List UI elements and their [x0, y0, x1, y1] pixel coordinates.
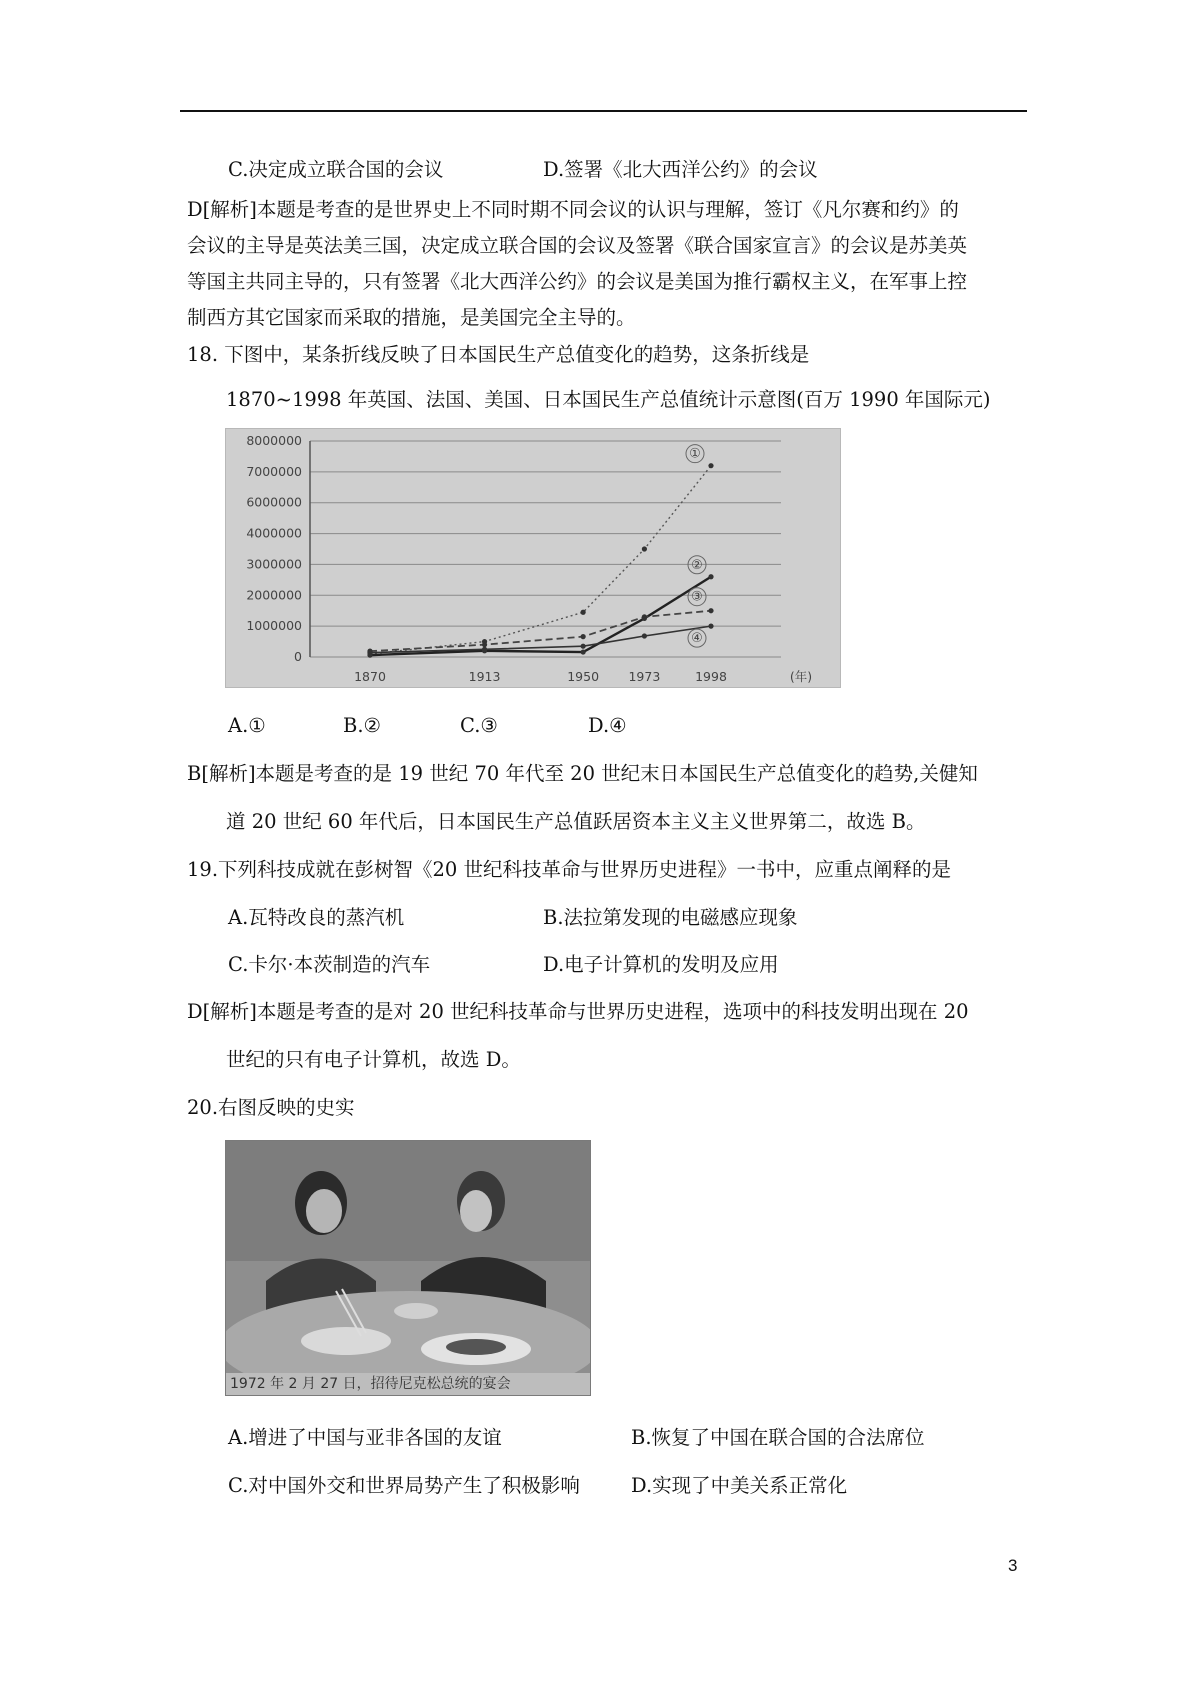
q19-stem: 19.下列科技成就在彭树智《20 世纪科技革命与世界历史进程》一书中，应重点阐释的是	[187, 858, 952, 881]
series-point	[642, 614, 647, 619]
q18-option-a: A.①	[228, 714, 266, 737]
y-tick-label: 2000000	[246, 587, 302, 603]
q20-option-c: C.对中国外交和世界局势产生了积极影响	[228, 1474, 580, 1497]
q18-option-c: C.③	[460, 714, 498, 737]
series-point	[581, 649, 586, 654]
q17-option-c: C.决定成立联合国的会议	[228, 158, 444, 181]
series-point	[367, 650, 372, 655]
series-point	[482, 642, 487, 647]
q17-analysis-line-1: D[解析]本题是考查的是世界史上不同时期不同会议的认识与理解，签订《凡尔赛和约》的	[187, 198, 959, 221]
chart-svg	[226, 429, 842, 689]
x-axis-label: (年)	[789, 669, 813, 684]
y-tick-label: 0	[294, 649, 302, 664]
banquet-photo-illustration	[226, 1141, 591, 1396]
q18-option-d: D.④	[588, 714, 627, 737]
y-tick-label: 3000000	[246, 556, 302, 572]
series-point	[581, 610, 586, 615]
q17-analysis-line-4: 制西方其它国家而采取的措施，是美国完全主导的。	[187, 306, 636, 329]
q17-option-d: D.签署《北大西洋公约》的会议	[543, 158, 818, 181]
series-line-3	[370, 611, 711, 651]
series-point	[708, 574, 713, 579]
x-tick-label: 1998	[695, 669, 727, 684]
series-point	[581, 644, 586, 649]
q19-option-d: D.电子计算机的发明及应用	[543, 953, 779, 976]
series-point	[642, 633, 647, 638]
q19-analysis-line-2: 世纪的只有电子计算机，故选 D。	[226, 1048, 521, 1071]
gnp-line-chart	[225, 428, 841, 688]
series-line-2	[370, 577, 711, 655]
q19-option-b: B.法拉第发现的电磁感应现象	[543, 906, 798, 929]
q17-analysis-line-3: 等国主共同主导的，只有签署《北大西洋公约》的会议是美国为推行霸权主义，在军事上控	[187, 270, 968, 293]
x-tick-label: 1913	[468, 669, 501, 684]
y-tick-label: 7000000	[246, 463, 302, 479]
photo-caption: 1972 年 2 月 27 日，招待尼克松总统的宴会	[226, 1373, 590, 1395]
q18-option-b: B.②	[343, 714, 382, 737]
q18-analysis-line-1: B[解析]本题是考查的是 19 世纪 70 年代至 20 世纪末日本国民生产总值变化的趋势,关健知	[187, 762, 978, 785]
y-tick-label: 6000000	[246, 494, 302, 510]
header-rule	[180, 110, 1027, 112]
series-point	[642, 546, 647, 551]
q17-analysis-line-2: 会议的主导是英法美三国，决定成立联合国的会议及签署《联合国家宣言》的会议是苏美英	[187, 234, 968, 257]
chart-caption: 1870~1998 年英国、法国、美国、日本国民生产总值统计示意图(百万 1990 年国际元)	[226, 388, 991, 411]
q18-analysis-line-2: 道 20 世纪 60 年代后，日本国民生产总值跃居资本主义主义世界第二，故选 B。	[226, 810, 926, 833]
q20-option-b: B.恢复了中国在联合国的合法席位	[631, 1426, 925, 1449]
y-tick-label: 4000000	[246, 525, 302, 541]
series-point	[708, 608, 713, 613]
series-label: ①	[689, 446, 701, 462]
x-tick-label: 1973	[628, 669, 661, 684]
q19-option-c: C.卡尔·本茨制造的汽车	[228, 953, 431, 976]
series-point	[708, 624, 713, 629]
q19-option-a: A.瓦特改良的蒸汽机	[228, 906, 405, 929]
q20-option-a: A.增进了中国与亚非各国的友谊	[228, 1426, 502, 1449]
y-tick-label: 1000000	[246, 618, 302, 634]
x-tick-label: 1950	[567, 669, 600, 684]
series-point	[482, 647, 487, 652]
series-label: ②	[691, 557, 703, 573]
page-number: 3	[1008, 1556, 1018, 1575]
x-tick-label: 1870	[354, 669, 386, 684]
q20-option-d: D.实现了中美关系正常化	[631, 1474, 848, 1497]
q18-stem: 18. 下图中，某条折线反映了日本国民生产总值变化的趋势，这条折线是	[187, 343, 810, 366]
series-label: ③	[691, 589, 703, 605]
banquet-photo	[225, 1140, 591, 1396]
y-tick-label: 8000000	[246, 433, 302, 448]
q19-analysis-line-1: D[解析]本题是考查的是对 20 世纪科技革命与世界历史进程，选项中的科技发明出现在 20	[187, 1000, 969, 1023]
series-point	[581, 634, 586, 639]
series-label: ④	[691, 631, 703, 647]
q20-stem: 20.右图反映的史实	[187, 1096, 355, 1119]
series-point	[708, 463, 713, 468]
